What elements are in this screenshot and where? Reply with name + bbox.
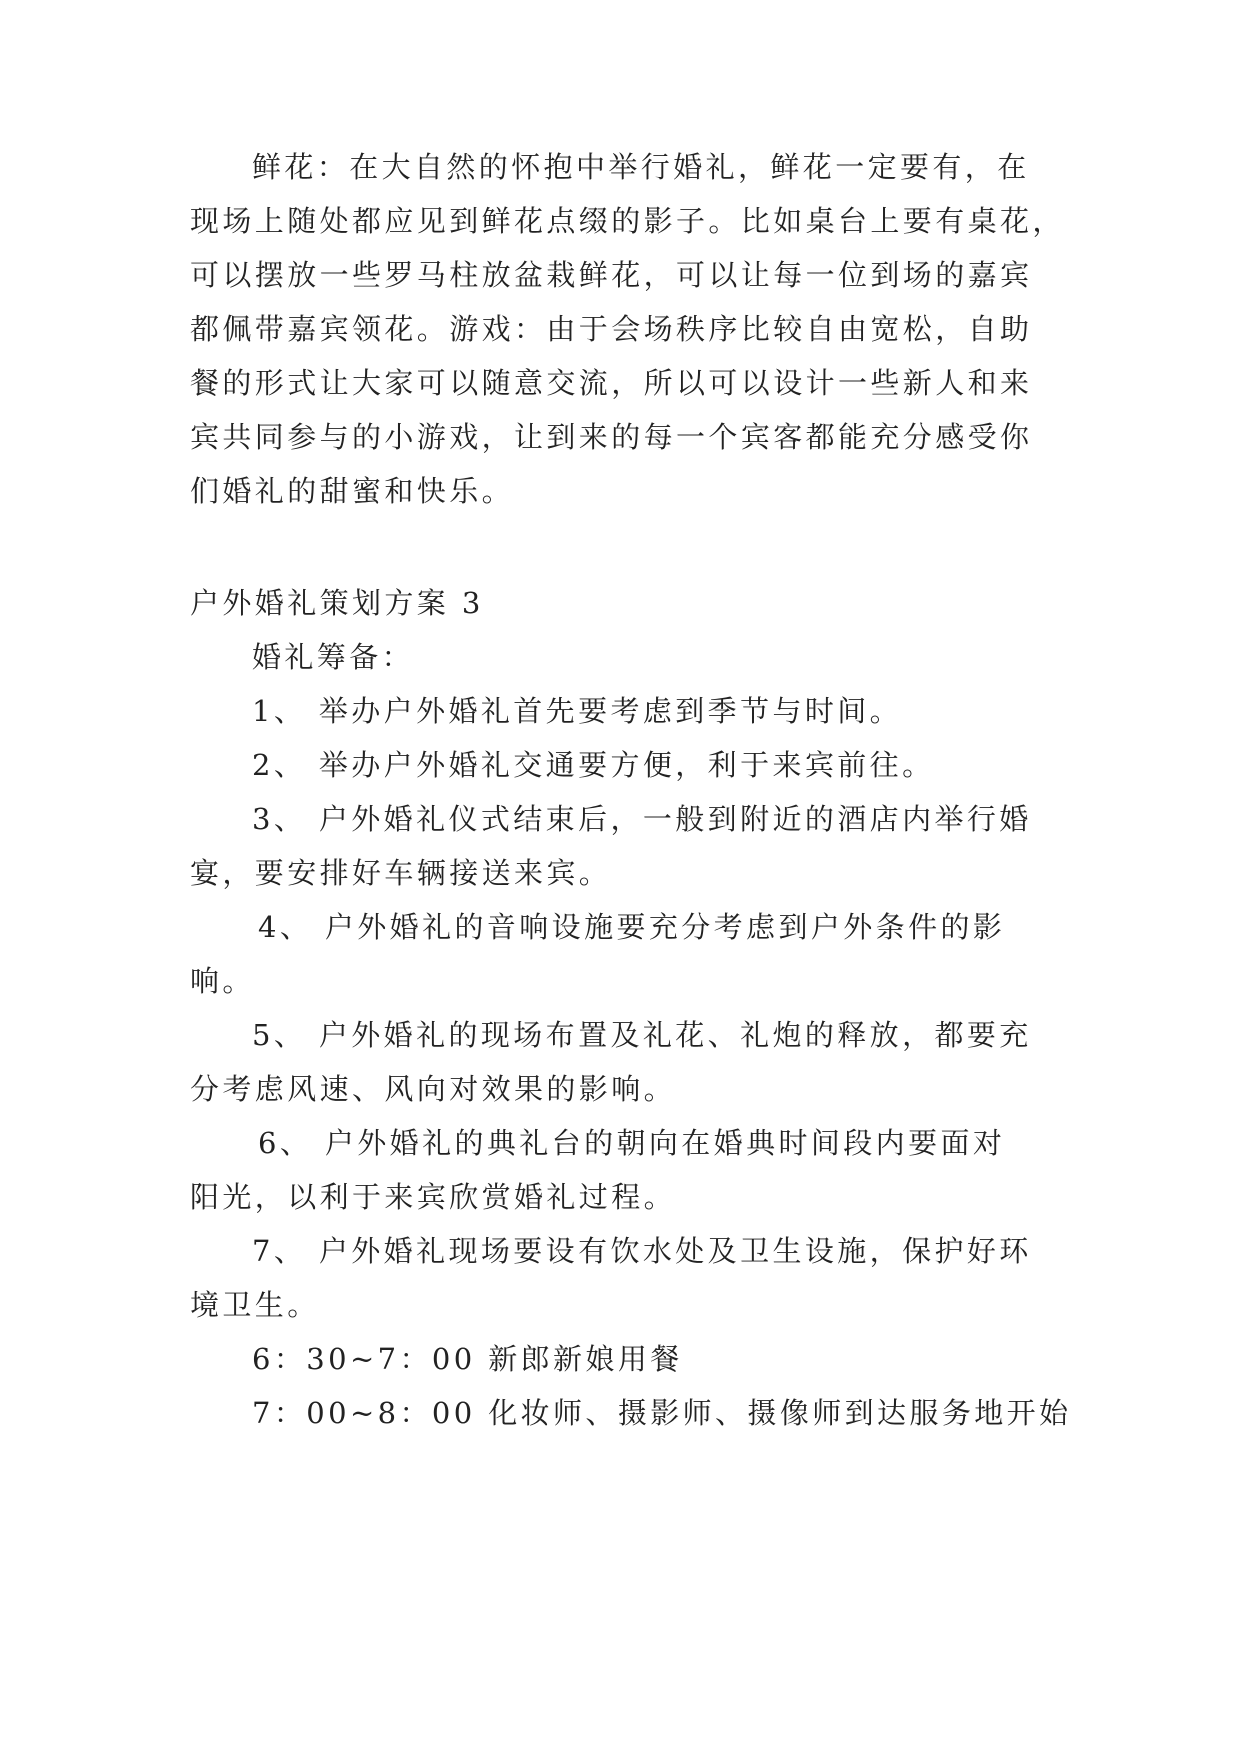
paragraph-line: 餐的形式让大家可以随意交流，所以可以设计一些新人和来 (190, 366, 1033, 400)
paragraph-line: 宾共同参与的小游戏，让到来的每一个宾客都能充分感受你 (190, 420, 1033, 454)
list-item: 4、 户外婚礼的音响设施要充分考虑到户外条件的影 (258, 910, 1006, 944)
list-item: 3、 户外婚礼仪式结束后，一般到附近的酒店内举行婚 (252, 802, 1032, 836)
subheading: 婚礼筹备： (252, 640, 415, 674)
list-item: 5、 户外婚礼的现场布置及礼花、礼炮的释放，都要充 (252, 1018, 1032, 1052)
paragraph-line: 可以摆放一些罗马柱放盆栽鲜花，可以让每一位到场的嘉宾 (190, 258, 1033, 292)
list-item-continuation: 响。 (190, 964, 255, 998)
list-item-continuation: 分考虑风速、风向对效果的影响。 (190, 1072, 677, 1106)
paragraph-line: 鲜花：在大自然的怀抱中举行婚礼，鲜花一定要有，在 (252, 150, 1030, 184)
schedule-item: 7：00~8：00 化妆师、摄影师、摄像师到达服务地开始 (252, 1396, 1072, 1430)
list-item-continuation: 境卫生。 (190, 1288, 320, 1322)
list-item-continuation: 宴，要安排好车辆接送来宾。 (190, 856, 612, 890)
list-item-continuation: 阳光，以利于来宾欣赏婚礼过程。 (190, 1180, 677, 1214)
paragraph-line: 现场上随处都应见到鲜花点缀的影子。比如桌台上要有桌花， (190, 204, 1065, 238)
list-item: 2、 举办户外婚礼交通要方便，利于来宾前往。 (252, 748, 935, 782)
paragraph-line: 们婚礼的甜蜜和快乐。 (190, 474, 515, 508)
list-item: 7、 户外婚礼现场要设有饮水处及卫生设施，保护好环 (252, 1234, 1032, 1268)
list-item: 1、 举办户外婚礼首先要考虑到季节与时间。 (252, 694, 903, 728)
schedule-item: 6：30~7：00 新郎新娘用餐 (252, 1342, 683, 1376)
section-title: 户外婚礼策划方案 3 (190, 586, 484, 620)
paragraph-line: 都佩带嘉宾领花。游戏：由于会场秩序比较自由宽松，自助 (190, 312, 1033, 346)
list-item: 6、 户外婚礼的典礼台的朝向在婚典时间段内要面对 (258, 1126, 1006, 1160)
